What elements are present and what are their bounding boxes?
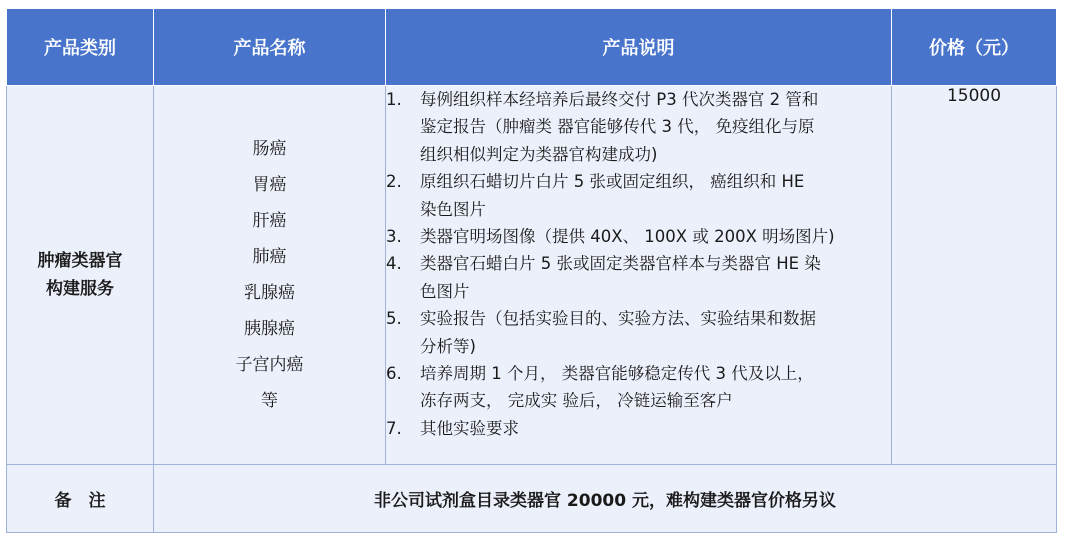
product-description bbox=[386, 86, 892, 465]
description-line: 每例组织样本经培养后最终交付 P3 代次类器官 2 管和 bbox=[420, 90, 819, 109]
description-line: 实验报告（包括实验目的、实验方法、实验结果和数据 bbox=[420, 309, 816, 329]
product-category bbox=[7, 86, 154, 465]
description-item bbox=[386, 223, 891, 250]
product-price: 15000 bbox=[892, 86, 1057, 465]
description-line: 类器官明场图像（提供 40X、 100X 或 200X 明场图片) bbox=[420, 227, 835, 247]
description-item bbox=[386, 86, 891, 168]
description-line: 原组织石蜡切片白片 5 张或固定组织， 癌组织和 HE bbox=[420, 172, 805, 192]
description-number: 5. bbox=[386, 309, 402, 329]
product-name-item: 肠癌 bbox=[252, 139, 287, 159]
note-row bbox=[7, 465, 1057, 533]
product-name-item: 等 bbox=[261, 391, 278, 411]
pricing-table bbox=[6, 8, 1057, 533]
product-name-item: 胰腺癌 bbox=[244, 319, 295, 339]
description-line: 其他实验要求 bbox=[420, 418, 519, 438]
description-item bbox=[386, 168, 891, 223]
note-label: 备 注 bbox=[7, 465, 154, 533]
category-line: 肿瘤类器官 bbox=[37, 251, 123, 271]
product-name-item: 肺癌 bbox=[252, 247, 287, 267]
product-name-item: 肝癌 bbox=[252, 211, 287, 231]
header-description: 产品说明 bbox=[386, 9, 892, 86]
product-name-item: 胃癌 bbox=[252, 175, 287, 195]
product-name-item: 乳腺癌 bbox=[244, 283, 295, 303]
description-line: 鉴定报告（肿瘤类 器官能够传代 3 代， 免疫组化与原 bbox=[420, 117, 815, 137]
description-item bbox=[386, 250, 891, 305]
description-item bbox=[386, 360, 891, 415]
header-name: 产品名称 bbox=[154, 9, 386, 86]
description-number: 6. bbox=[386, 364, 402, 384]
description-line: 组织相似判定为类器官构建成功) bbox=[420, 144, 658, 164]
product-names bbox=[154, 86, 386, 465]
description-line: 冻存两支， 完成实 验后， 冷链运输至客户 bbox=[420, 391, 733, 411]
header-category: 产品类别 bbox=[7, 9, 154, 86]
description-list bbox=[386, 86, 891, 442]
description-number: 1. bbox=[386, 90, 402, 109]
description-line: 色图片 bbox=[420, 281, 470, 301]
product-name-item: 子宫内癌 bbox=[235, 355, 304, 375]
header-row bbox=[7, 9, 1057, 86]
note-text: 非公司试剂盒目录类器官 20000 元，难构建类器官价格另议 bbox=[154, 465, 1057, 533]
description-line: 培养周期 1 个月， 类器官能够稳定传代 3 代及以上， bbox=[420, 364, 814, 384]
description-item bbox=[386, 415, 891, 442]
description-number: 7. bbox=[386, 418, 402, 438]
description-number: 4. bbox=[386, 254, 402, 274]
description-line: 类器官石蜡白片 5 张或固定类器官样本与类器官 HE 染 bbox=[420, 254, 821, 274]
description-item bbox=[386, 305, 891, 360]
description-number: 3. bbox=[386, 227, 402, 247]
category-line: 构建服务 bbox=[46, 279, 114, 299]
description-line: 分析等) bbox=[420, 336, 476, 356]
description-line: 染色图片 bbox=[420, 199, 486, 219]
header-price: 价格（元） bbox=[892, 9, 1057, 86]
description-number: 2. bbox=[386, 172, 402, 192]
product-row bbox=[7, 86, 1057, 465]
